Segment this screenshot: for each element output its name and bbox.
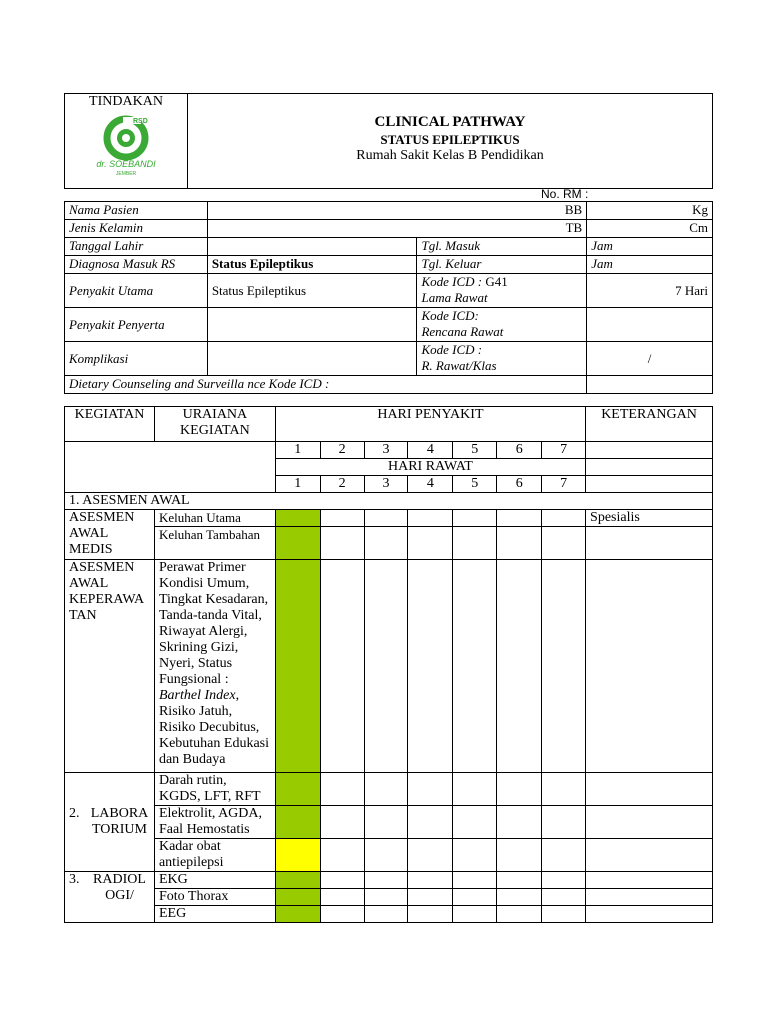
rawat-klas-value: / <box>587 342 713 376</box>
kode-icd-label: Kode ICD : <box>421 274 483 289</box>
tanggal-lahir-label: Tanggal Lahir <box>65 238 208 256</box>
kode-icd3-cell <box>417 342 587 376</box>
uraian-header: URAIANA KEGIATAN <box>154 407 275 442</box>
activity-table <box>64 406 713 923</box>
dietary-label: Dietary Counseling and Surveilla nce Kode ICD : <box>65 376 587 394</box>
hari-penyakit-4: 4 <box>408 442 453 459</box>
hari-penyakit-5: 5 <box>453 442 497 459</box>
section-asesmen-awal: 1. ASESMEN AWAL <box>65 493 713 510</box>
asesmen-keperawatan-label: ASESMEN AWAL KEPERAWA TAN <box>65 560 155 773</box>
lab-item-elektrolit: Elektrolit, AGDA, Faal Hemostatis <box>154 806 275 839</box>
day1-cell <box>275 906 320 923</box>
blank-header-cell <box>65 442 276 493</box>
penyakit-utama-value: Status Epileptikus <box>207 274 417 308</box>
penyakit-penyerta-label: Penyakit Penyerta <box>65 308 208 342</box>
lab-item-darah: Darah rutin, KGDS, LFT, RFT <box>154 773 275 806</box>
hari-penyakit-1: 1 <box>275 442 320 459</box>
rencana-rawat-label: Rencana Rawat <box>421 324 504 339</box>
no-rm-label: No. RM : <box>541 187 589 201</box>
hari-penyakit-6: 6 <box>497 442 542 459</box>
kode-icd2-label: Kode ICD: <box>421 308 479 323</box>
lab-item-kadar-obat: Kadar obat antiepilepsi <box>154 839 275 872</box>
hari-rawat-4: 4 <box>408 476 453 493</box>
bb-label: BB <box>207 202 586 220</box>
keluhan-utama: Keluhan Utama <box>154 510 275 527</box>
header-table <box>64 93 713 189</box>
asesmen-medis-label: ASESMEN AWAL MEDIS <box>65 510 155 560</box>
day1-cell-yellow <box>275 839 320 872</box>
page-subtitle: STATUS EPILEPTIKUS <box>380 132 520 147</box>
hari-rawat-1: 1 <box>275 476 320 493</box>
keterangan-header: KETERANGAN <box>586 407 713 442</box>
spesialis-note: Spesialis <box>586 510 713 527</box>
lama-rawat-label: Lama Rawat <box>421 290 488 305</box>
logo-top-text: RSD <box>133 118 148 125</box>
hari-rawat-6: 6 <box>497 476 542 493</box>
kode-icd-cell <box>417 274 587 308</box>
lama-rawat-value: 7 Hari <box>587 274 713 308</box>
kg-unit: Kg <box>587 202 713 220</box>
hospital-class: Rumah Sakit Kelas B Pendidikan <box>356 148 544 163</box>
hari-rawat-header: HARI RAWAT <box>275 459 585 476</box>
day1-cell <box>275 872 320 889</box>
rawat-klas-label: R. Rawat/Klas <box>421 358 497 373</box>
keperawatan-items: Perawat Primer Kondisi Umum, Tingkat Kesadaran, Tanda-tanda Vital, Riwayat Alergi, Skrining Gizi, Nyeri, Status Fungsional : Barthel Index, Risiko Jatuh, Risiko Decubitus, Kebutuhan Edukasi dan Budaya <box>154 560 275 773</box>
hari-penyakit-3: 3 <box>364 442 408 459</box>
nama-pasien-label: Nama Pasien <box>65 202 208 220</box>
hari-rawat-7: 7 <box>542 476 586 493</box>
header-title-cell <box>188 94 713 189</box>
page-title: CLINICAL PATHWAY <box>374 114 526 130</box>
logo-city: JEMBER <box>115 171 137 176</box>
hari-rawat-3: 3 <box>364 476 408 493</box>
hari-penyakit-2: 2 <box>320 442 364 459</box>
laboratorium-label: 2. LABORA TORIUM <box>65 773 155 872</box>
tgl-masuk-label: Tgl. Masuk <box>417 238 587 256</box>
rencana-rawat-value <box>587 308 713 342</box>
day1-cell <box>275 806 320 839</box>
patient-info-table <box>64 201 713 394</box>
cm-unit: Cm <box>587 220 713 238</box>
jam-keluar-label: Jam <box>587 256 713 274</box>
hari-rawat-5: 5 <box>453 476 497 493</box>
penyakit-penyerta-value <box>207 308 417 342</box>
logo-name: dr. SOEBANDI <box>96 159 156 169</box>
rad-item-eeg: EEG <box>154 906 275 923</box>
kode-icd3-label: Kode ICD : <box>421 342 483 357</box>
hari-penyakit-header: HARI PENYAKIT <box>275 407 585 442</box>
komplikasi-value <box>207 342 417 376</box>
day1-cell <box>275 773 320 806</box>
hospital-logo <box>89 112 163 176</box>
kegiatan-header: KEGIATAN <box>65 407 155 442</box>
header-logo-cell <box>65 94 188 189</box>
rad-item-foto-thorax: Foto Thorax <box>154 889 275 906</box>
day1-cell <box>275 510 320 527</box>
tindakan-label: TINDAKAN <box>89 94 163 109</box>
jam-masuk-label: Jam <box>587 238 713 256</box>
day1-cell <box>275 527 320 560</box>
barthel-index: Barthel Index <box>158 688 236 703</box>
keluhan-tambahan: Keluhan Tambahan <box>154 527 275 560</box>
diagnosa-masuk-label: Diagnosa Masuk RS <box>65 256 208 274</box>
radiologi-label: 3. RADIOL OGI/ <box>65 872 155 923</box>
dietary-value <box>587 376 713 394</box>
rad-item-ekg: EKG <box>154 872 275 889</box>
tb-label: TB <box>207 220 586 238</box>
hari-rawat-2: 2 <box>320 476 364 493</box>
diagnosa-masuk-value: Status Epileptikus <box>207 256 417 274</box>
kode-icd-value: G41 <box>485 274 508 289</box>
tgl-keluar-label: Tgl. Keluar <box>417 256 587 274</box>
jenis-kelamin-label: Jenis Kelamin <box>65 220 208 238</box>
day1-cell <box>275 889 320 906</box>
tanggal-lahir-value <box>207 238 417 256</box>
kode-icd2-cell <box>417 308 587 342</box>
hari-penyakit-7: 7 <box>542 442 586 459</box>
penyakit-utama-label: Penyakit Utama <box>65 274 208 308</box>
komplikasi-label: Komplikasi <box>65 342 208 376</box>
day1-cell <box>275 560 320 773</box>
